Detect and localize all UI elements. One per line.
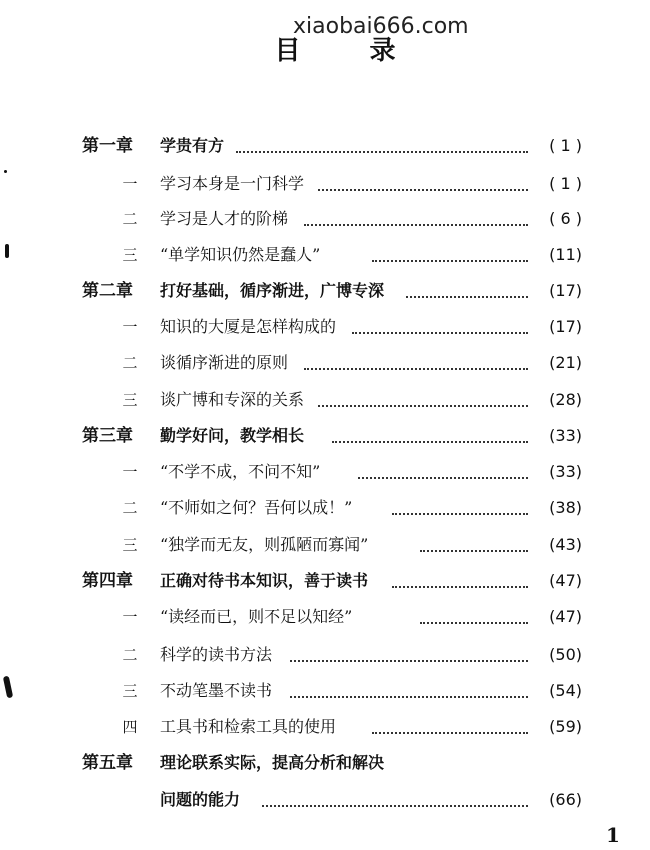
toc-number: 第二章 [82,281,133,301]
toc-number: 二 [122,646,138,664]
toc-number: 第五章 [82,753,133,773]
dot-leader [290,696,528,698]
toc-entry-section[interactable] [0,385,650,415]
toc-page: (47) [549,607,582,626]
toc-entry-section[interactable] [0,348,650,378]
toc-page: (17) [549,281,582,300]
scan-speck [5,244,9,258]
toc-page: (33) [549,462,582,481]
toc-title: 理论联系实际，提高分析和解决 [160,753,385,772]
toc-page: (54) [549,681,582,700]
dot-leader [332,441,528,443]
toc-number: 第三章 [82,426,133,446]
toc-entry-section[interactable] [0,457,650,487]
toc-number: 二 [122,499,138,517]
dot-leader [392,586,528,588]
toc-page: (38) [549,498,582,517]
toc-entry-section[interactable] [0,602,650,632]
toc-entry-section[interactable] [0,530,650,560]
toc-entry-section[interactable] [0,312,650,342]
toc-number: 第一章 [82,136,133,156]
toc-entry-chapter-1[interactable] [0,131,650,161]
toc-title: 知识的大厦是怎样构成的 [160,317,337,336]
toc-title: 正确对待书本知识，善于读书 [160,571,369,590]
toc-page: (50) [549,645,582,664]
toc-title: 工具书和检索工具的使用 [160,717,337,736]
toc-page: (47) [549,571,582,590]
toc-entry-section[interactable] [0,204,650,234]
toc-title: 学习本身是一门科学 [160,174,305,193]
toc-number: 第四章 [82,571,133,591]
toc-title: 谈广博和专深的关系 [160,390,305,409]
toc-entry-chapter-5[interactable] [0,748,650,778]
toc-number: 三 [122,246,138,264]
dot-leader [318,189,528,191]
toc-page: (17) [549,317,582,336]
toc-title: “不学不成，不问不知” [160,462,321,481]
toc-title: 勤学好问，教学相长 [160,426,305,445]
toc-number: 三 [122,682,138,700]
dot-leader [262,805,528,807]
dot-leader [236,151,528,153]
toc-page: (11) [549,245,582,264]
toc-title: 科学的读书方法 [160,645,273,664]
toc-number: 一 [122,608,138,626]
toc-title: 问题的能力 [160,790,241,809]
dot-leader [304,368,528,370]
toc-page: (43) [549,535,582,554]
toc-entry-continuation[interactable] [0,785,650,815]
toc-entry-section[interactable] [0,640,650,670]
toc-entry-chapter-4[interactable] [0,566,650,596]
toc-entry-section[interactable] [0,493,650,523]
scan-speck [4,170,7,173]
toc-title: 打好基础，循序渐进，广博专深 [160,281,385,300]
toc-page: (21) [549,353,582,372]
dot-leader [372,732,528,734]
dot-leader [392,513,528,515]
toc-number: 一 [122,463,138,481]
toc-title: “不师如之何？吾何以成！” [160,498,353,517]
toc-number: 四 [122,718,138,736]
toc-title: 学习是人才的阶梯 [160,209,289,228]
toc-title: 谈循序渐进的原则 [160,353,289,372]
toc-number: 三 [122,391,138,409]
toc-entry-chapter-3[interactable] [0,421,650,451]
toc-number: 二 [122,210,138,228]
page-number: 1 [606,823,620,847]
dot-leader [304,224,528,226]
toc-title: “读经而已，则不足以知经” [160,607,353,626]
dot-leader [406,296,528,298]
toc-number: 三 [122,536,138,554]
dot-leader [290,660,528,662]
toc-entry-chapter-2[interactable] [0,276,650,306]
toc-page: ( 6 ) [549,209,582,228]
watermark: xiaobai666.com [293,14,469,39]
toc-title: “独学而无友，则孤陋而寡闻” [160,535,369,554]
toc-title: 不动笔墨不读书 [160,681,273,700]
toc-number: 一 [122,175,138,193]
dot-leader [420,550,528,552]
toc-entry-section[interactable] [0,169,650,199]
toc-page: (66) [549,790,582,809]
toc-page: ( 1 ) [549,174,582,193]
dot-leader [352,332,528,334]
dot-leader [318,405,528,407]
toc-title: “单学知识仍然是蠢人” [160,245,321,264]
toc-page: (33) [549,426,582,445]
toc-page: (59) [549,717,582,736]
toc-title: 学贵有方 [160,136,225,155]
toc-page: ( 1 ) [549,136,582,155]
page-title: 目 录 [274,36,426,66]
toc-entry-section[interactable] [0,676,650,706]
toc-number: 二 [122,354,138,372]
toc-entry-section[interactable] [0,712,650,742]
toc-page: (28) [549,390,582,409]
dot-leader [358,477,528,479]
toc-entry-section[interactable] [0,240,650,270]
dot-leader [420,622,528,624]
dot-leader [372,260,528,262]
toc-number: 一 [122,318,138,336]
